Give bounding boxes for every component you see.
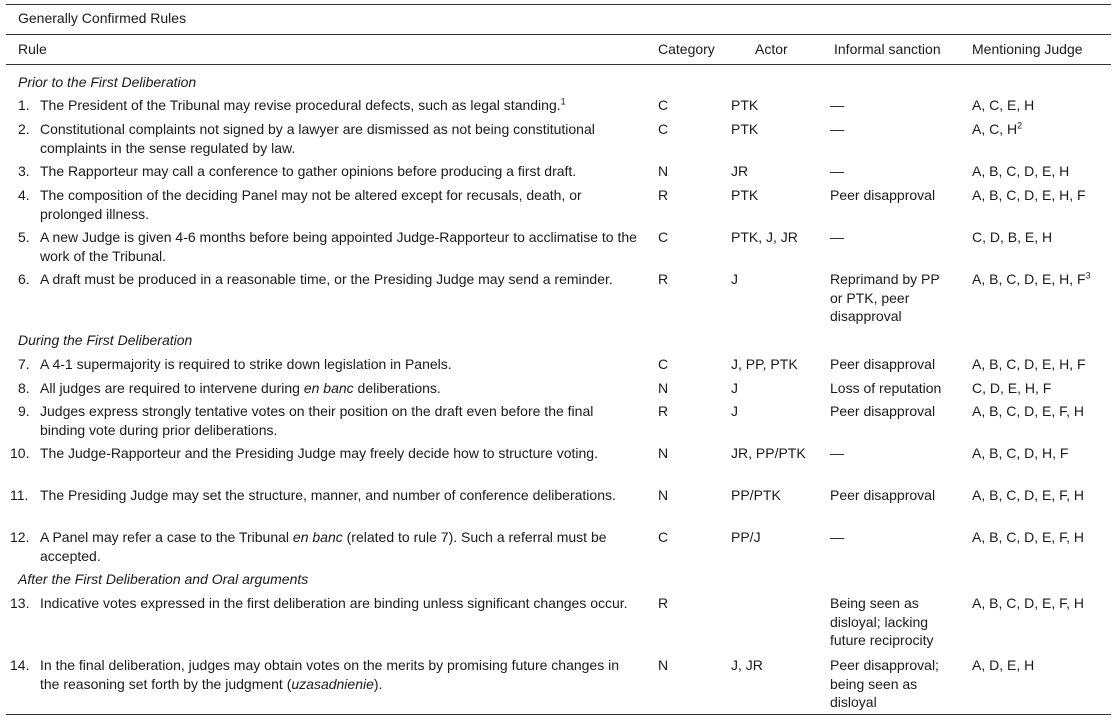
- rule-text: [40, 96, 638, 115]
- actor-cell: PTK: [731, 187, 759, 203]
- mentioning-judge-cell: [972, 120, 1112, 139]
- informal-sanction-cell: —: [830, 121, 844, 137]
- rule-text: [40, 528, 638, 565]
- rule-text-part: Indicative votes expressed in the first deliberation are binding unless significant changes occur.: [40, 595, 628, 611]
- informal-sanction-cell: —: [830, 445, 844, 461]
- rule-text-part: A 4-1 supermajority is required to strike down legislation in Panels.: [40, 356, 452, 372]
- mentioning-judge-list: A, B, C, D, E, F, H: [972, 595, 1085, 611]
- rule-number: 9.: [18, 403, 30, 419]
- rule-text: [40, 228, 638, 265]
- category-cell: R: [658, 595, 669, 611]
- table-header: [0, 38, 1115, 60]
- rule-text: [40, 379, 638, 398]
- mentioning-judge-list: A, B, C, D, E, H, F: [972, 271, 1086, 287]
- actor-cell: J: [731, 403, 738, 419]
- actor-cell: J: [731, 271, 738, 287]
- mentioning-judge-cell: [972, 444, 1112, 463]
- actor-cell: PTK: [731, 97, 759, 113]
- informal-sanction-cell: Peer disapproval: [830, 487, 936, 503]
- category-cell: R: [658, 403, 669, 419]
- informal-sanction-cell: —: [830, 529, 844, 545]
- mentioning-judge-list: A, B, C, D, E, F, H: [972, 487, 1085, 503]
- rule-text: [40, 120, 638, 157]
- actor-cell: J, JR: [731, 657, 763, 673]
- informal-sanction-cell: Peer disapproval: [830, 187, 936, 203]
- rule-text: [40, 486, 638, 505]
- informal-sanction-cell: Being seen as disloyal; lacking future reciprocity: [830, 595, 934, 648]
- mentioning-judge-list: C, D, B, E, H: [972, 229, 1053, 245]
- mentioning-judge-list: A, B, C, D, E, F, H: [972, 403, 1085, 419]
- category-cell: C: [658, 121, 669, 137]
- rule-number: 12.: [10, 529, 30, 545]
- rule-text: [40, 186, 638, 223]
- rule-number: 5.: [18, 229, 30, 245]
- mentioning-judge-cell: [972, 96, 1112, 115]
- mentioning-judge-cell: [972, 594, 1112, 613]
- column-header-mentioning-judge: Mentioning Judge: [972, 41, 1083, 57]
- actor-cell: PP/PTK: [731, 487, 781, 503]
- rule-text-part: The President of the Tribunal may revise procedural defects, such as legal standing.: [40, 97, 561, 113]
- informal-sanction-cell: —: [830, 163, 844, 179]
- rule-number: 11.: [10, 487, 29, 503]
- section-heading: After the First Deliberation and Oral arguments: [18, 571, 309, 587]
- rule-text-part: (related to rule 7). Such a referral must be accepted.: [40, 529, 607, 564]
- rule-text-emphasis: en banc: [292, 529, 343, 545]
- mentioning-judge-list: A, C, H: [972, 121, 1018, 137]
- category-cell: N: [658, 487, 669, 503]
- category-cell: N: [658, 445, 669, 461]
- mentioning-judge-cell: [972, 528, 1112, 547]
- caption-rule: [6, 34, 1111, 35]
- rule-text-part: deliberations.: [353, 380, 441, 396]
- footnote-marker: 1: [560, 96, 566, 107]
- mentioning-judge-list: A, B, C, D, E, H: [972, 163, 1070, 179]
- rule-number: 1.: [18, 97, 30, 113]
- mentioning-judge-cell: [972, 486, 1112, 505]
- rule-text-part: All judges are required to intervene during: [40, 380, 304, 396]
- rule-number: 7.: [18, 356, 30, 372]
- rule-text-part: The composition of the deciding Panel may not be altered except for recusals, death, or prolonged illness.: [40, 187, 582, 222]
- rule-number: 14.: [10, 657, 30, 673]
- rule-text-part: A draft must be produced in a reasonable time, or the Presiding Judge may send a reminder.: [40, 271, 613, 287]
- rule-text: [40, 162, 638, 181]
- mentioning-judge-list: A, B, C, D, E, H, F: [972, 187, 1086, 203]
- mentioning-judge-cell: [972, 355, 1112, 374]
- rule-text: [40, 444, 638, 463]
- actor-cell: JR: [731, 163, 749, 179]
- section-heading: Prior to the First Deliberation: [18, 74, 197, 90]
- rule-text: [40, 402, 638, 439]
- mentioning-judge-list: C, D, E, H, F: [972, 380, 1052, 396]
- table-caption: Generally Confirmed Rules: [18, 10, 187, 26]
- rule-number: 6.: [18, 271, 30, 287]
- category-cell: C: [658, 97, 669, 113]
- rule-text-emphasis: en banc: [303, 380, 354, 396]
- rule-number: 2.: [18, 121, 30, 137]
- mentioning-judge-list: A, B, C, D, E, F, H: [972, 529, 1085, 545]
- section-heading: During the First Deliberation: [18, 332, 193, 348]
- rule-number: 3.: [18, 163, 30, 179]
- column-header-actor: Actor: [755, 41, 788, 57]
- mentioning-judge-cell: [972, 402, 1112, 421]
- actor-cell: J: [731, 380, 738, 396]
- rule-text: [40, 594, 638, 613]
- informal-sanction-cell: Peer disapproval: [830, 403, 936, 419]
- rule-text: [40, 355, 638, 374]
- header-rule: [6, 64, 1111, 65]
- rule-text-part: ).: [373, 675, 383, 692]
- rule-text-part: The Rapporteur may call a conference to gather opinions before producing a first draft.: [40, 163, 577, 179]
- rule-text-part: Constitutional complaints not signed by a lawyer are dismissed as not being constitutional complaints in the sense regulated by law.: [40, 121, 595, 156]
- rule-text-part: Judges express strongly tentative votes on their position on the draft even before the final binding vote during prior deliberations.: [40, 403, 594, 438]
- rule-text: [40, 656, 638, 693]
- actor-cell: J, PP, PTK: [731, 356, 798, 372]
- mentioning-judge-cell: [972, 270, 1112, 289]
- column-header-category: Category: [658, 41, 715, 57]
- informal-sanction-cell: Peer disapproval; being seen as disloyal: [830, 657, 939, 710]
- category-cell: C: [658, 356, 669, 372]
- rule-number: 8.: [18, 380, 30, 396]
- column-header-rule: Rule: [18, 41, 47, 57]
- rule-text: [40, 270, 638, 289]
- category-cell: N: [658, 657, 669, 673]
- actor-cell: JR, PP/PTK: [731, 445, 806, 461]
- rule-number: 10.: [10, 445, 30, 461]
- rule-text-part: The Judge-Rapporteur and the Presiding Judge may freely decide how to structure voting.: [40, 445, 598, 461]
- mentioning-judge-cell: [972, 379, 1112, 398]
- informal-sanction-cell: —: [830, 97, 844, 113]
- informal-sanction-cell: Reprimand by PP or PTK, peer disapproval: [830, 271, 940, 324]
- table-top-rule: [6, 4, 1111, 5]
- category-cell: C: [658, 229, 669, 245]
- mentioning-judge-list: A, B, C, D, H, F: [972, 445, 1069, 461]
- category-cell: N: [658, 380, 669, 396]
- mentioning-judge-cell: [972, 186, 1112, 205]
- rule-text-part: In the final deliberation, judges may obtain votes on the merits by promising future changes in the reasoning set forth by the judgment (: [40, 657, 619, 692]
- table-bottom-rule: [6, 714, 1111, 715]
- category-cell: N: [658, 163, 669, 179]
- actor-cell: PTK: [731, 121, 759, 137]
- category-cell: R: [658, 271, 669, 287]
- rule-text-part: A new Judge is given 4-6 months before being appointed Judge-Rapporteur to acclimatise to the work of the Tribunal.: [40, 229, 637, 264]
- rule-text-part: The Presiding Judge may set the structure, manner, and number of conference deliberations.: [40, 487, 616, 503]
- footnote-marker: 2: [1017, 120, 1023, 131]
- mentioning-judge-cell: [972, 656, 1112, 675]
- informal-sanction-cell: —: [830, 229, 844, 245]
- mentioning-judge-list: A, C, E, H: [972, 97, 1035, 113]
- rule-text-part: A Panel may refer a case to the Tribunal: [40, 529, 293, 545]
- rule-number: 4.: [18, 187, 30, 203]
- category-cell: C: [658, 529, 669, 545]
- footnote-marker: 3: [1085, 270, 1091, 281]
- mentioning-judge-list: A, B, C, D, E, H, F: [972, 356, 1086, 372]
- informal-sanction-cell: Peer disapproval: [830, 356, 936, 372]
- rule-text-emphasis: uzasadnienie: [291, 675, 374, 692]
- informal-sanction-cell: Loss of reputation: [830, 380, 942, 396]
- mentioning-judge-cell: [972, 228, 1112, 247]
- column-header-informal-sanction: Informal sanction: [834, 41, 941, 57]
- category-cell: R: [658, 187, 669, 203]
- mentioning-judge-list: A, D, E, H: [972, 657, 1035, 673]
- mentioning-judge-cell: [972, 162, 1112, 181]
- rule-number: 13.: [10, 595, 30, 611]
- actor-cell: PP/J: [731, 529, 761, 545]
- actor-cell: PTK, J, JR: [731, 229, 798, 245]
